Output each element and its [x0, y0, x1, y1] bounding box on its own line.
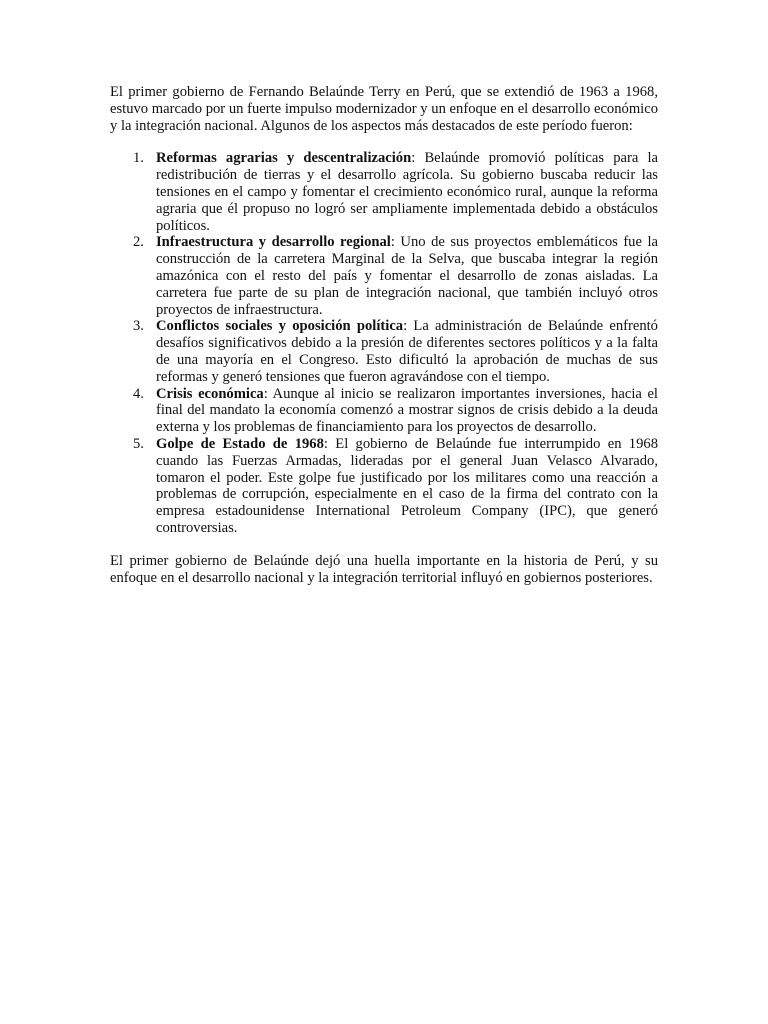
item-text: : Uno de sus proyectos emblemáticos fue la construcción de la carretera Marginal de la Selva, que buscaba integrar la región amazónica con el resto del país y fomentar el desarrollo de zonas aisladas. La carretera fue parte de su plan de integración nacional, que también incluyó otros proyectos de infraestructura.: [156, 234, 658, 318]
item-text: : La administración de Belaúnde enfrentó desafíos significativos debido a la presión de diferentes sectores políticos y a la falta de una mayoría en el Congreso. Esto dificultó la aprobación de muchas de sus reformas y generó tensiones que fueron agravándose con el tiempo.: [156, 318, 658, 385]
list-number: 2.: [133, 234, 144, 251]
item-title: Crisis económica: [156, 385, 264, 402]
item-title: Conflictos sociales y oposición política: [156, 318, 404, 335]
list-item: [133, 385, 658, 436]
item-title: Golpe de Estado de 1968: [156, 435, 324, 452]
list-number: 4.: [133, 385, 144, 402]
aspects-list: [110, 150, 658, 536]
document-page: [110, 84, 658, 586]
list-item: [133, 234, 658, 318]
list-number: 5.: [133, 435, 144, 452]
item-text: : Aunque al inicio se realizaron importantes inversiones, hacia el final del mandato la economía comenzó a mostrar signos de crisis debido a la deuda externa y los problemas de financiamiento para los proyectos de desarrollo.: [156, 385, 658, 436]
conclusion-paragraph: El primer gobierno de Belaúnde dejó una huella importante en la historia de Perú, y su enfoque en el desarrollo nacional y la integración territorial influyó en gobiernos posteriores.: [110, 552, 658, 586]
item-text: : Belaúnde promovió políticas para la redistribución de tierras y el desarrollo agrícola. Su gobierno buscaba reducir las tensiones en el campo y fomentar el crecimiento económico rural, aunque la reforma agraria que él propuso no logró ser ampliamente implementada debido a obstáculos políticos.: [156, 150, 659, 234]
item-title: Reformas agrarias y descentralización: [156, 150, 412, 167]
item-text: : El gobierno de Belaúnde fue interrumpido en 1968 cuando las Fuerzas Armadas, lideradas por el general Juan Velasco Alvarado, tomaron el poder. Este golpe fue justificado por los militares como una reacción a problemas de corrupción, especialmente en el caso de la firma del contrato con la empresa estadounidense International Petroleum Company (IPC), que generó controversias.: [156, 435, 658, 536]
list-item: [133, 150, 659, 234]
list-item: [133, 435, 658, 537]
list-number: 1.: [133, 150, 144, 167]
list-number: 3.: [133, 318, 144, 335]
intro-paragraph: El primer gobierno de Fernando Belaúnde Terry en Perú, que se extendió de 1963 a 1968, estuvo marcado por un fuerte impulso modernizador y un enfoque en el desarrollo económico y la integración nacional. Algunos de los aspectos más destacados de este período fueron:: [110, 84, 658, 134]
list-item: [133, 318, 658, 385]
item-title: Infraestructura y desarrollo regional: [156, 234, 391, 251]
